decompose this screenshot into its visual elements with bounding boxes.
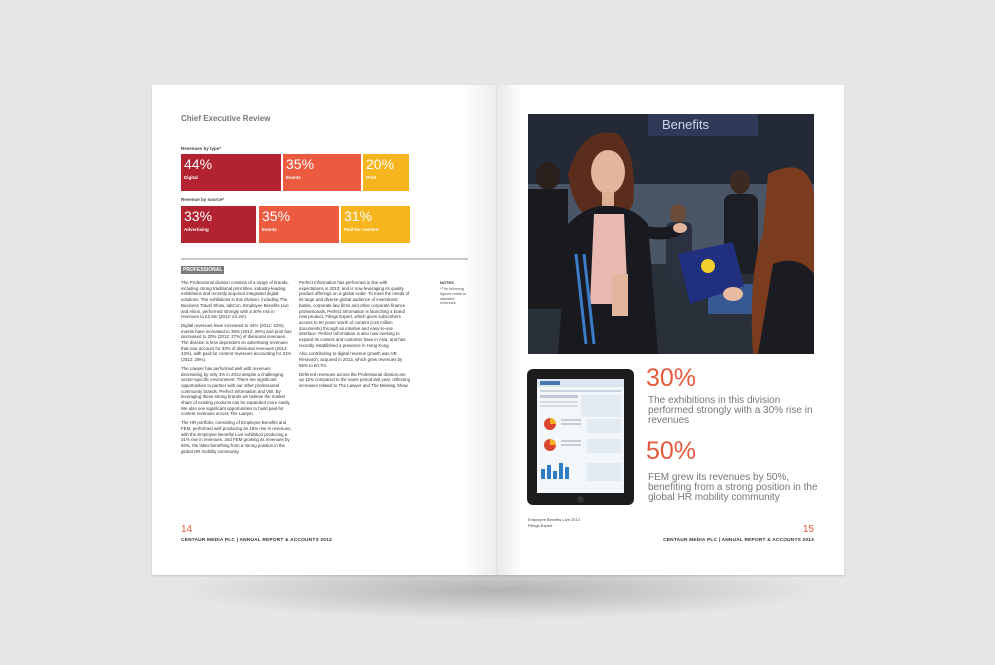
source-events-box: 35% Events — [259, 206, 339, 243]
revenue-by-source-bar — [181, 206, 441, 243]
section-title: PROFESSIONAL — [183, 267, 223, 273]
event-photo — [528, 114, 814, 354]
revenue-by-source-label: Revenue by source* — [181, 197, 225, 202]
tablet-screen — [537, 379, 624, 493]
paragraph: Deferred revenues across the Professional division are up 12% compared to the same period last year, reflecting increases related to The Lawyer and The Meeting Show. — [299, 371, 411, 388]
revenues-by-type-bar — [181, 154, 441, 191]
source-paid-content-box: 31% Paid-for content — [341, 206, 410, 243]
left-page — [152, 85, 497, 575]
text-column-2 — [299, 280, 411, 392]
stat-30-percent: 30% — [646, 364, 697, 392]
stat-50-description: FEM grew its revenues by 50%, benefiting from a strong position in the global HR mobility community — [648, 472, 818, 503]
event-photo-illustration — [528, 114, 814, 354]
paragraph: The Lawyer has performed well with revenues decreasing by only 3% in 2013 despite a challenging sector-specific environment. There are significant opportunities to partner with our other professional community brands, Perfect Information and VBI. By leveraging these strong brands we believe the market share of existing products can be expanded more easily. We also see significant opportunities to build paid-for content revenues across The Lawyer. — [181, 365, 291, 417]
photo-sign-text: Benefits — [662, 117, 709, 132]
type-digital-box: 44% Digital — [181, 154, 281, 191]
page-header: Chief Executive Review — [181, 114, 271, 123]
source-advertising-box: 33% Advertising — [181, 206, 256, 243]
paragraph: Perfect Information has performed in line with expectations in 2013, and is now leveraging its quality product offerings on a global scale. To meet the needs of its large and diverse global audience of investment banks, corporate law firms and other corporate finance professionals, Perfect Information is launching a brand new product, Filings Expert, which gives subscribers access to 50 years' worth of content (≥15 million documents) through an intuitive and easy-to-use interface. Perfect Information is also now seeking to expand its content and customer base in Asia, and has recently established a presence in Hong Kong. — [299, 280, 410, 348]
notes-title: NOTES — [440, 280, 454, 285]
right-page — [497, 85, 844, 575]
paragraph: Digital revenues have increased to 44% (2012: 42%), events have increased to 35% (2012: 29%) and print has decreased to 20% (2012: 27%) of divisional revenues. The division is less dependent on advertising revenues that now account for 33% of divisional revenues (2012: 43%), with paid-for content revenues accounting for 31% (2012: 28%). — [181, 322, 292, 363]
paragraph: The HR portfolio, consisting of Employee Benefits and FEM, performed well producing an 18% rise in revenues, with the Employee Benefits Live exhibition producing a 31% rise in revenues, and FEM growing its revenues by 50%, the latter benefiting from a strong position in the global HR mobility community. — [181, 420, 292, 454]
stat-50-percent: 50% — [646, 437, 697, 465]
dashboard-illustration — [537, 379, 624, 493]
tablet-device — [527, 369, 634, 505]
stat-30-description: The exhibitions in this division performed strongly with a 30% rise in revenues — [648, 395, 813, 426]
page-footer: CENTAUR MEDIA PLC | ANNUAL REPORT & ACCOUNTS 2013 — [181, 538, 332, 543]
section-divider — [181, 258, 468, 260]
type-print-box: 20% Print — [363, 154, 409, 191]
notes-text: *The following figures relate to adjusted revenues — [440, 287, 467, 306]
paragraph: The Professional division consists of a range of brands, including strong traditional print titles, industry-leading exhibitions and recently acquired integrated digital solutions. The exhibitions in this division, including The Business Travel Show, IabCon, Employee Benefits Live and Akins, performed strongly with a 30% rise in revenues to £2.9m (2012: £2.2m). — [181, 280, 289, 320]
page-number: 14 — [181, 524, 193, 535]
revenues-by-type-label: Revenues by type* — [181, 146, 222, 151]
image-caption-line-2: Filings Expert — [528, 523, 553, 528]
type-events-box: 35% Events — [283, 154, 361, 191]
paragraph: Also contributing to digital revenue growth was VB Research, acquired in 2013, which grew revenues by 96% to £0.7m. — [299, 351, 403, 368]
image-caption-line-1: Employee Benefits Live 2013 — [528, 517, 580, 522]
page-footer: CENTAUR MEDIA PLC | ANNUAL REPORT & ACCOUNTS 2013 — [663, 538, 814, 543]
home-button — [577, 496, 584, 503]
page-number: 15 — [802, 524, 814, 535]
text-column-1 — [181, 280, 293, 457]
